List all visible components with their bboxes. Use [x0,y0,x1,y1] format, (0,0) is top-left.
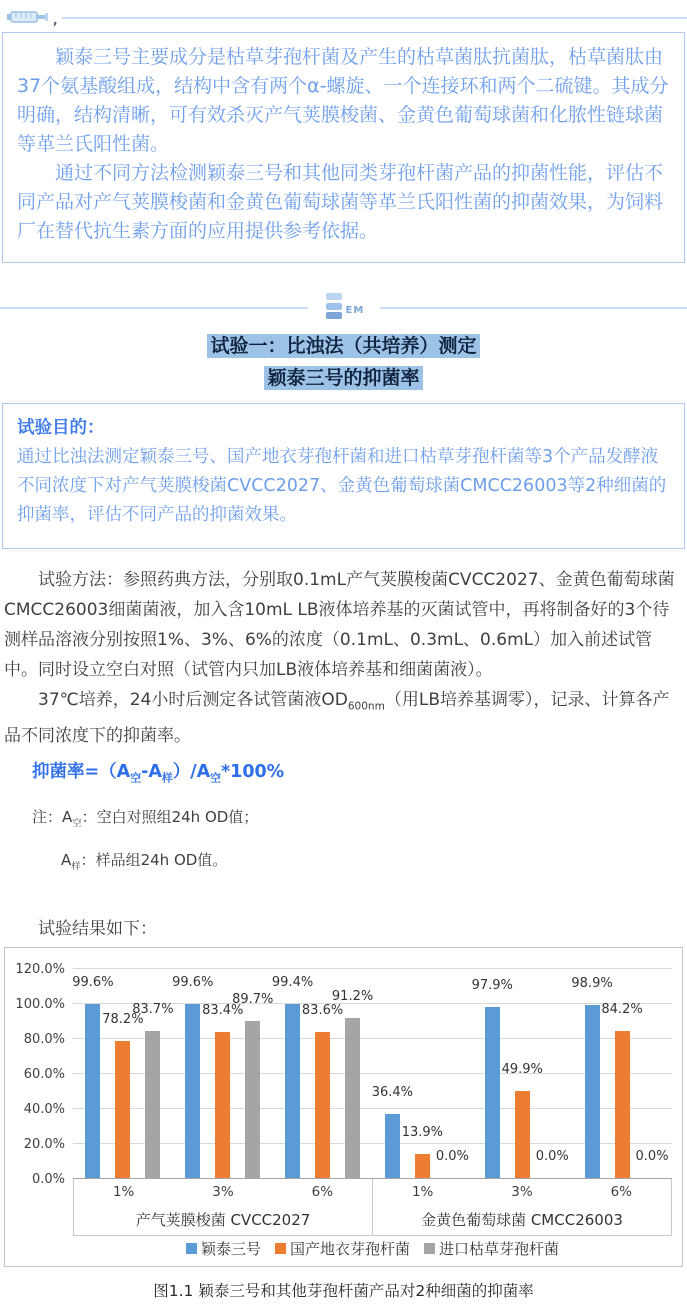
divider-line-left [0,307,308,309]
bar-value-label: 83.7% [132,1002,173,1017]
bar-value-label: 0.0% [536,1149,569,1164]
intro-paragraph-2: 通过不同方法检测颖泰三号和其他同类芽孢杆菌产品的抑菌性能，评估不同产品对产气荚膜梭菌和金黄色葡萄球菌等革兰氏阳性菌的抑菌效果，为饲料厂在替代抗生素方面的应用提供参考依据。 [17,159,670,246]
bar-slot [278,968,308,1178]
chart-legend [73,1236,672,1262]
y-tick-label: 100.0% [15,997,65,1012]
bar-series-1-group-4 [515,1091,530,1178]
legend-item [275,1238,410,1259]
x-axis-concentration-label: 6% [273,1178,373,1207]
bar-value-label: 97.9% [472,978,513,993]
bar-slot [178,968,208,1178]
bar-group [173,968,273,1178]
method-paragraph-1: 试验方法：参照药典方法，分别取0.1mL产气荚膜梭菌CVCC2027、金黄色葡萄球菌CMCC26003细菌菌液，加入含10mL LB液体培养基的灭菌试管中，再将制备好的3个待测样品溶液分别按照1%、3%、6%的浓度（0.1mL、0.3mL、0.6mL）加入前述试管中。同时设立空白对照（试管内只加LB液体培养基和细菌菌液）。 [4,565,683,685]
bar-slot [377,968,407,1178]
product-bottle-icon: EM [312,293,376,323]
bar-slot [238,968,268,1178]
bar-series-0-group-3 [385,1114,400,1178]
section-divider [0,293,687,323]
y-tick-label: 20.0% [24,1137,65,1152]
decorative-dot: , [53,13,58,27]
legend-label: 进口枯草芽孢杆菌 [439,1238,559,1259]
bar-value-label: 0.0% [636,1149,669,1164]
bar-group [572,968,672,1178]
y-tick-label: 0.0% [32,1172,65,1187]
bar-slot [338,968,368,1178]
results-intro: 试验结果如下： [4,914,683,939]
experiment-title [0,329,687,393]
legend-label: 国产地衣芽孢杆菌 [290,1238,410,1259]
y-tick-label: 80.0% [24,1032,65,1047]
intro-paragraph-1: 颖泰三号主要成分是枯草芽孢杆菌及产生的枯草菌肽抗菌肽，枯草菌肽由37个氨基酸组成，结构中含有两个α-螺旋、一个连接环和两个二硫键。其成分明确，结构清晰，可有效杀灭产气荚膜梭菌、金黄色葡萄球菌和化脓性链球菌等革兰氏阳性菌。 [17,43,670,159]
od-subscript: 600nm [348,700,385,712]
decorative-rule [62,17,687,19]
bar-series-1-group-0 [115,1041,130,1178]
bar-slot [577,968,607,1178]
purpose-box [2,403,685,549]
bar-series-0-group-0 [85,1004,100,1178]
bar-value-label: 84.2% [601,1002,642,1017]
x-axis-concentration-label: 6% [572,1178,671,1207]
bar-value-label: 99.4% [272,975,313,990]
bar-series-0-group-4 [485,1007,500,1178]
bar-group [273,968,373,1178]
bar-value-label: 89.7% [232,992,273,1007]
bar-series-2-group-0 [145,1031,160,1177]
bar-slot [108,968,138,1178]
y-tick-label: 120.0% [15,962,65,977]
bar-slot [407,968,437,1178]
bar-slot [607,968,637,1178]
x-axis-bacteria-row [74,1207,671,1235]
purpose-heading: 试验目的： [17,414,670,443]
bar-series-1-group-2 [315,1032,330,1178]
formula-note-2: $A_样$：样品组24h OD值。 [61,849,683,878]
bar-value-label: 99.6% [72,975,113,990]
bar-value-label: 91.2% [332,989,373,1004]
bar-slot [437,968,467,1178]
legend-label: 颖泰三号 [201,1238,261,1259]
x-axis-concentration-label: 3% [173,1178,272,1207]
bar-group [73,968,173,1178]
figure-caption: 图1.1 颖泰三号和其他芽孢杆菌产品对2种细菌的抑菌率 [0,1279,687,1301]
bar-series-2-group-2 [345,1018,360,1178]
bar-group [472,968,572,1178]
legend-swatch [424,1243,435,1254]
intro-box [2,32,685,263]
method-section [4,565,683,878]
bar-value-label: 83.6% [302,1003,343,1018]
legend-item [186,1238,261,1259]
bar-value-label: 36.4% [372,1085,413,1100]
bar-value-label: 83.4% [202,1003,243,1018]
bar-value-label: 13.9% [402,1125,443,1140]
legend-swatch [186,1243,197,1254]
inhibition-rate-formula: 抑菌率$=(A_空-A_样)/A_空*100\%$ [32,757,683,794]
x-axis-table [73,1178,672,1236]
x-axis-bacteria-label: 金黄色葡萄球菌 CMCC26003 [373,1207,671,1235]
legend-item [424,1238,559,1259]
bar-slot [138,968,168,1178]
method-paragraph-2: 37℃培养，24小时后测定各试管菌液$OD_{600nm}$（用LB培养基调零），记录、计算各产品不同浓度下的抑菌率。 [4,685,683,751]
y-tick-label: 40.0% [24,1102,65,1117]
inhibition-rate-chart [4,947,683,1267]
bar-value-label: 49.9% [502,1062,543,1077]
bar-value-label: 98.9% [571,976,612,991]
bar-group [372,968,472,1178]
experiment-title-line1: 试验一：比浊法（共培养）测定 [207,334,479,358]
y-axis [11,968,73,1180]
x-axis-concentration-row [74,1178,671,1207]
bar-series-1-group-5 [615,1031,630,1178]
bar-series-0-group-1 [185,1004,200,1178]
purpose-body: 通过比浊法测定颖泰三号、国产地衣芽孢杆菌和进口枯草芽孢杆菌等3个产品发酵液不同浓度下对产气荚膜梭菌CVCC2027、金黄色葡萄球菌CMCC26003等2种细菌的抑菌率，评估不同产品的抑菌效果。 [17,443,670,530]
divider-line-right [380,307,687,309]
bar-series-0-group-5 [585,1005,600,1178]
legend-swatch [275,1243,286,1254]
bar-series-0-group-2 [285,1004,300,1178]
bar-series-2-group-1 [245,1021,260,1178]
bar-slot [78,968,108,1178]
top-decoration [0,6,687,28]
bar-series-1-group-1 [215,1032,230,1178]
syringe-icon [6,8,50,26]
bar-value-label: 78.2% [102,1012,143,1027]
bar-value-label: 0.0% [436,1149,469,1164]
y-tick-label: 60.0% [24,1067,65,1082]
x-axis-line [73,1178,672,1179]
experiment-title-line2: 颖泰三号的抑菌率 [264,366,422,390]
bar-groups [73,968,672,1178]
bar-slot [507,968,537,1178]
bar-slot [637,968,667,1178]
x-axis-concentration-label: 3% [472,1178,571,1207]
bar-value-label: 99.6% [172,975,213,990]
bar-series-1-group-3 [415,1154,430,1178]
plot-area [73,968,672,1178]
x-axis-concentration-label: 1% [373,1178,472,1207]
x-axis-concentration-label: 1% [74,1178,173,1207]
x-axis-bacteria-label: 产气荚膜梭菌 CVCC2027 [74,1207,373,1235]
formula-note-1: 注：$A_空$：空白对照组24h OD值； [32,806,683,835]
